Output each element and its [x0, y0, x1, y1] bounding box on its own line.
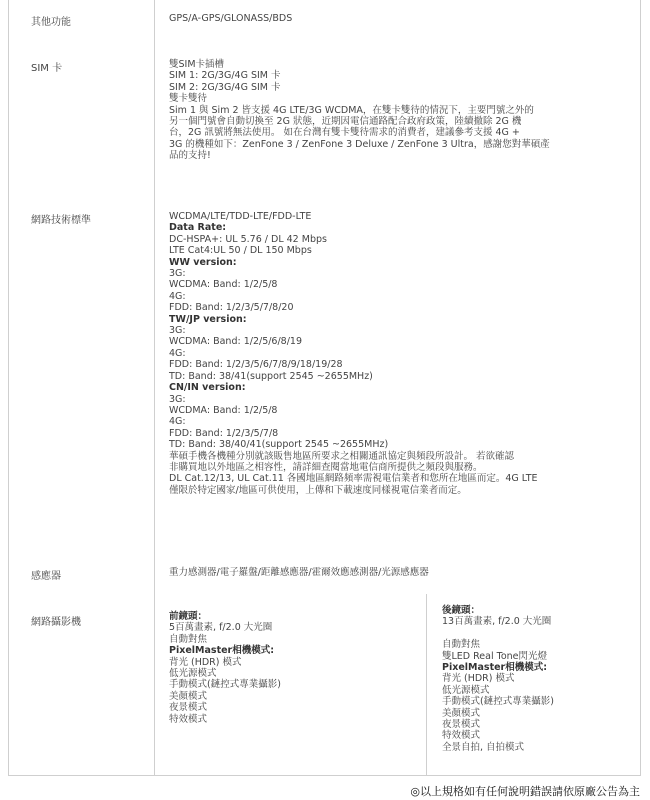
row-label-other: 其他功能	[31, 17, 71, 28]
front-camera-line: 5百萬畫素, f/2.0 大光圈	[169, 622, 273, 634]
other-features-text: GPS/A-GPS/GLONASS/BDS	[169, 13, 293, 24]
row-value-sensor	[169, 567, 614, 578]
rear-camera-spacer	[442, 628, 632, 639]
band-line: 3G:	[169, 393, 186, 405]
camera-mode: 背光 (HDR) 模式	[169, 656, 242, 668]
rear-camera-block	[442, 605, 632, 753]
camera-mode: 手動模式(鏈控式專業攝影)	[442, 696, 554, 708]
camera-mode: 背光 (HDR) 模式	[442, 673, 515, 685]
band-line: 4G:	[169, 347, 186, 359]
front-camera-heading: 前鏡頭：	[169, 611, 208, 622]
sim-line: 雙卡雙待	[169, 93, 208, 105]
band-line: 4G:	[169, 290, 186, 302]
front-camera-line: 自動對焦	[169, 633, 208, 645]
front-camera-block	[169, 611, 419, 725]
camera-mode: 特效模式	[442, 730, 481, 742]
band-line: FDD: Band: 1/2/3/5/6/7/8/9/18/19/28	[169, 359, 343, 371]
ww-version-heading: WW version:	[169, 256, 237, 268]
sim-line: SIM 2: 2G/3G/4G SIM 卡	[169, 81, 281, 93]
network-standards: WCDMA/LTE/TDD-LTE/FDD-LTE	[169, 211, 312, 222]
spec-table	[8, 0, 641, 776]
sim-line: 品的支持!	[169, 150, 211, 162]
sim-line: 另一個門號會自動切換至 2G 狀態，近期因電信通路配合政府政策，陸續撤除 2G 機	[169, 116, 522, 128]
camera-mode: 手動模式(鏈控式專業攝影)	[169, 679, 281, 691]
twjp-version-heading: TW/JP version:	[169, 313, 247, 325]
row-value-network	[169, 211, 614, 496]
front-modes-heading: PixelMaster相機模式:	[169, 645, 275, 657]
band-line: TD: Band: 38/40/41(support 2545 ~2655MHz)	[169, 439, 389, 451]
band-line: FDD: Band: 1/2/3/5/7/8/20	[169, 302, 294, 314]
rear-camera-heading: 後鏡頭：	[442, 605, 481, 616]
column-divider	[154, 0, 155, 775]
band-line: 3G:	[169, 325, 186, 337]
data-rate-line: LTE Cat4:UL 50 / DL 150 Mbps	[169, 245, 312, 257]
band-line: 4G:	[169, 416, 186, 428]
band-line: TD: Band: 38/41(support 2545 ~2655MHz)	[169, 370, 373, 382]
sim-line: Sim 1 與 Sim 2 皆支援 4G LTE/3G WCDMA，在雙卡雙待的情況下，主要門號之外的	[169, 104, 534, 116]
data-rate-line: DC-HSPA+: UL 5.76 / DL 42 Mbps	[169, 233, 327, 245]
band-line: WCDMA: Band: 1/2/5/8	[169, 404, 278, 416]
row-label-sensor: 感應器	[31, 571, 61, 582]
camera-mode: 特效模式	[169, 713, 208, 725]
sim-line: SIM 1: 2G/3G/4G SIM 卡	[169, 70, 281, 82]
cnin-version-heading: CN/IN version:	[169, 382, 246, 394]
row-label-sim: SIM 卡	[31, 63, 63, 74]
network-note-line: 華碩手機各機種分別就該販售地區所要求之相關通訊協定與頻段所設計。 若欲確認	[169, 450, 515, 462]
disclaimer-footer: ◎以上規格如有任何說明錯誤請依原廠公告為主	[410, 785, 640, 798]
camera-mode: 夜景模式	[442, 719, 481, 731]
band-line: WCDMA: Band: 1/2/5/8	[169, 279, 278, 291]
rear-camera-line: 13百萬畫素, f/2.0 大光圈	[442, 616, 552, 628]
data-rate-heading: Data Rate:	[169, 222, 227, 234]
row-value-other	[169, 13, 614, 24]
row-label-camera: 網路攝影機	[31, 617, 81, 628]
network-note-line: 僅限於特定國家/地區可供使用，上傳和下載速度同樣視電信業者而定。	[169, 484, 467, 496]
rear-modes-heading: PixelMaster相機模式:	[442, 662, 548, 674]
camera-mode: 美顏模式	[169, 690, 208, 702]
network-note-line: 非購買地以外地區之相容性，請詳細查閱當地電信商所提供之頻段與服務。	[169, 461, 483, 473]
rear-camera-line: 自動對焦	[442, 639, 481, 651]
band-line: FDD: Band: 1/2/3/5/7/8	[169, 427, 279, 439]
camera-mode: 低光源模式	[442, 684, 490, 696]
sim-line: 台，2G 訊號將無法使用。 如在台灣有雙卡雙待需求的消費者，建議參考支援 4G +	[169, 127, 520, 139]
row-label-network: 網路技術標準	[31, 215, 91, 226]
band-line: WCDMA: Band: 1/2/5/6/8/19	[169, 336, 303, 348]
camera-mode: 低光源模式	[169, 668, 217, 680]
row-value-sim	[169, 59, 614, 162]
sensor-text: 重力感測器/電子羅盤/距離感應器/霍爾效應感測器/光源感應器	[169, 567, 429, 578]
sim-line: 3G 的機種如下：ZenFone 3 / ZenFone 3 Deluxe / ZenFone 3 Ultra，感謝您對華碩產	[169, 138, 550, 150]
camera-mode: 美顏模式	[442, 707, 481, 719]
rear-camera-line: 雙LED Real Tone閃光燈	[442, 650, 547, 662]
sim-line: 雙SIM卡插槽	[169, 59, 225, 70]
camera-mode: 全景自拍, 自拍模式	[442, 741, 525, 753]
camera-column-divider	[426, 594, 427, 776]
network-note-line: DL Cat.12/13, UL Cat.11 各國地區網路頻率需視電信業者和您所在地區而定。4G LTE	[169, 473, 538, 485]
band-line: 3G:	[169, 268, 186, 280]
camera-mode: 夜景模式	[169, 702, 208, 714]
